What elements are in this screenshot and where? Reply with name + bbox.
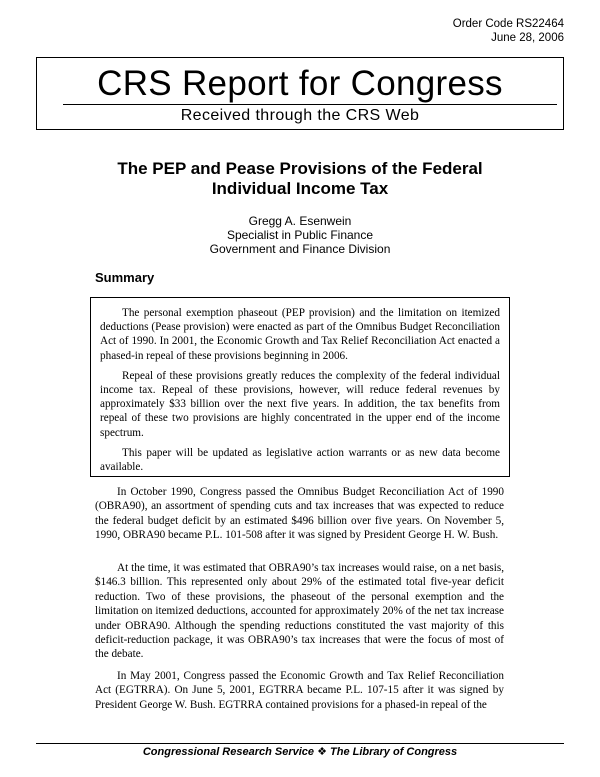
author-name: Gregg A. Esenwein: [248, 214, 352, 228]
summary-box: [90, 297, 510, 477]
document-title-line1: The PEP and Pease Provisions of the Federal: [117, 159, 483, 178]
footer-text: Congressional Research Service ❖ The Library of Congress: [142, 746, 458, 758]
order-code: Order Code RS22464: [452, 18, 564, 30]
report-date: June 28, 2006: [491, 32, 564, 44]
masthead-divider: [63, 104, 557, 105]
author-division: Government and Finance Division: [209, 242, 391, 256]
summary-paragraph: This paper will be updated as legislative action warrants or as new data become available.: [100, 446, 500, 474]
document-title: [40, 159, 560, 199]
document-title-line2: Individual Income Tax: [211, 179, 389, 198]
author-block: [40, 214, 560, 256]
author-title: Specialist in Public Finance: [226, 228, 374, 242]
body-paragraph: In May 2001, Congress passed the Economic Growth and Tax Relief Reconciliation Act (EGTRRA). On June 5, 2001, EGTRRA became P.L. 107-15 after it was signed by President George W. Bush. EGTRRA contained provisions for a phased-in repeal of the: [95, 670, 504, 711]
masthead-subtitle: Received through the CRS Web: [180, 107, 420, 124]
masthead-title: CRS Report for Congress: [97, 64, 503, 103]
summary-paragraph: Repeal of these provisions greatly reduces the complexity of the federal individual income tax. Repeal of these provisions, however, will reduce federal revenues by approximately $33 billion over the next five years. In addition, the tax benefits from repeal of these two provisions are highly concentrated in the upper end of the income spectrum.: [100, 369, 500, 439]
order-code-block: [453, 17, 564, 45]
masthead: [36, 57, 564, 130]
body-paragraph: In October 1990, Congress passed the Omnibus Budget Reconciliation Act of 1990 (OBRA90), an assortment of spending cuts and tax increases that was expected to reduce the federal budget deficit by an estimated $496 billion over five years. On November 5, 1990, OBRA90 became P.L. 101-508 after it was signed by President George H. W. Bush.: [95, 486, 504, 542]
body-paragraph: At the time, it was estimated that OBRA90’s tax increases would raise, on a net basis, $146.3 billion. This represented only about 29% of the estimated total five-year deficit reduction. Two of these provisions, the phaseout of the personal exemption and the limitation on itemized deductions, accounted for approximately 20% of the net tax increase under OBRA90. Although the spending reductions constituted the vast majority of this deficit-reduction package, it was OBRA90’s tax increases that were the focus of most of the debate.: [95, 562, 504, 661]
summary-paragraph: The personal exemption phaseout (PEP provision) and the limitation on itemized deductions (Pease provision) were enacted as part of the Omnibus Budget Reconciliation Act of 1990. In 2001, the Economic Growth and Tax Relief Reconciliation Act enacted a phased-in repeal of these provisions beginning in 2006.: [100, 307, 500, 362]
footer-divider: [36, 743, 564, 744]
summary-heading: Summary: [95, 270, 155, 285]
